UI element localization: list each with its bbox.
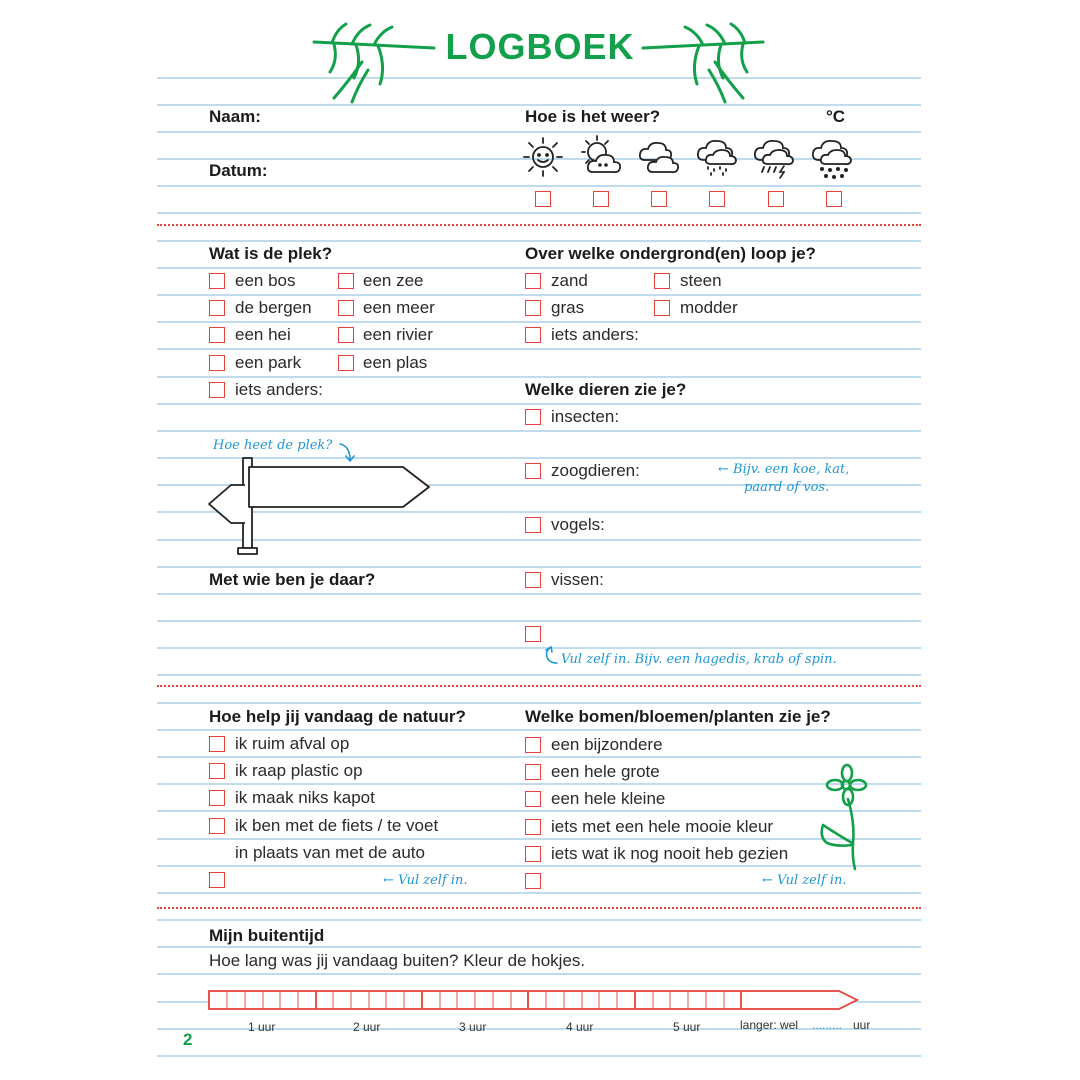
planten-checkbox[interactable] [525,819,541,835]
plek-checkbox[interactable] [209,273,225,289]
natuur-checkbox[interactable] [209,736,225,752]
planten-fill-note: ← Vul zelf in. [762,873,847,888]
plek-checkbox[interactable] [338,327,354,343]
time-tick-label: 1 uur [248,1020,276,1034]
natuur-checkbox[interactable] [209,763,225,779]
planten-checkbox-custom[interactable] [525,873,541,889]
plek-option-label: een hei [235,325,291,344]
sun-icon [521,136,565,178]
ondergrond-option-label: modder [680,298,738,317]
time-tick-label: 2 uur [353,1020,381,1034]
longer-unit: uur [853,1018,871,1032]
plek-checkbox[interactable] [209,327,225,343]
sun-cloud-icon [579,134,625,178]
dieren-checkbox[interactable] [525,409,541,425]
weather-checkbox-cloudy[interactable] [651,191,667,207]
curved-arrow-icon [543,645,561,667]
planten-checkbox[interactable] [525,791,541,807]
natuur-option-label: ik ben met de fiets / te voet [235,816,439,835]
natuur-heading: Hoe help jij vandaag de natuur? [209,707,466,726]
right-branch-icon [640,22,765,104]
ondergrond-checkbox[interactable] [654,273,670,289]
plek-heading: Wat is de plek? [209,244,333,263]
ondergrond-option-label: gras [551,298,585,317]
planten-option-label: een bijzondere [551,735,663,754]
dieren-option-label: vissen: [551,570,604,589]
dieren-checkbox[interactable] [525,572,541,588]
natuur-checkbox[interactable] [209,818,225,834]
plek-checkbox[interactable] [209,382,225,398]
natuur-option-label: ik raap plastic op [235,761,363,780]
wie-heading: Met wie ben je daar? [209,570,376,589]
temperature-unit: °C [826,107,846,126]
naam-label: Naam: [209,107,261,126]
dieren-option-label: insecten: [551,407,620,426]
planten-heading: Welke bomen/bloemen/planten zie je? [525,707,831,726]
section-divider [157,907,921,909]
natuur-fill-note: ← Vul zelf in. [383,873,468,888]
natuur-option-label: ik maak niks kapot [235,788,375,807]
plek-checkbox[interactable] [338,300,354,316]
dieren-checkbox[interactable] [525,517,541,533]
weather-checkbox-hail[interactable] [826,191,842,207]
page-title: LOGBOEK [445,26,635,67]
time-tick-label: 3 uur [459,1020,487,1034]
plek-checkbox[interactable] [338,273,354,289]
clouds-icon [637,138,681,176]
time-bar[interactable] [207,989,862,1013]
ondergrond-option-label: iets anders: [551,325,639,344]
longer-fill-dots[interactable]: ......... [812,1018,843,1032]
plek-checkbox[interactable] [338,355,354,371]
dieren-checkbox-custom[interactable] [525,626,541,642]
sign-note: Hoe heet de plek? [213,438,333,453]
plek-option-label: iets anders: [235,380,323,399]
ondergrond-checkbox[interactable] [525,273,541,289]
natuur-checkbox-custom[interactable] [209,872,225,888]
planten-option-label: iets wat ik nog nooit heb gezien [551,844,789,863]
ondergrond-option-label: zand [551,271,588,290]
dieren-option-label: vogels: [551,515,605,534]
plek-option-label: een rivier [363,325,433,344]
natuur-checkbox[interactable] [209,790,225,806]
ondergrond-option-label: steen [680,271,722,290]
longer-label: langer: wel [740,1018,799,1032]
rain-cloud-icon [695,136,741,180]
dieren-heading: Welke dieren zie je? [525,380,687,399]
plek-option-label: een meer [363,298,435,317]
plek-checkbox[interactable] [209,355,225,371]
dieren-note: ← Bijv. een koe, kat, [718,462,850,477]
weather-checkbox-rain[interactable] [709,191,725,207]
planten-option-label: iets met een hele mooie kleur [551,817,774,836]
datum-label: Datum: [209,161,268,180]
plek-option-label: een zee [363,271,424,290]
left-branch-icon [312,22,437,104]
planten-checkbox[interactable] [525,846,541,862]
plek-option-label: een plas [363,353,428,372]
planten-checkbox[interactable] [525,764,541,780]
page-number: 2 [183,1030,193,1049]
buitentijd-question: Hoe lang was jij vandaag buiten? Kleur de hokjes. [209,951,586,970]
dieren-option-label: zoogdieren: [551,461,640,480]
section-divider [157,685,921,687]
planten-option-label: een hele grote [551,762,660,781]
plek-checkbox[interactable] [209,300,225,316]
weather-checkbox-partly-sunny[interactable] [593,191,609,207]
natuur-option-label: ik ruim afval op [235,734,350,753]
dieren-checkbox[interactable] [525,463,541,479]
planten-option-label: een hele kleine [551,789,666,808]
dieren-fill-note: Vul zelf in. Bijv. een hagedis, krab of spin. [561,652,837,667]
weather-checkbox-sunny[interactable] [535,191,551,207]
dieren-note: paard of vos. [744,480,830,495]
ondergrond-checkbox[interactable] [525,300,541,316]
section-divider [157,224,921,226]
flower-icon [815,763,870,871]
ondergrond-checkbox[interactable] [525,327,541,343]
plek-option-label: de bergen [235,298,312,317]
plek-option-label: een bos [235,271,296,290]
plek-option-label: een park [235,353,302,372]
buitentijd-heading: Mijn buitentijd [209,926,325,945]
ondergrond-checkbox[interactable] [654,300,670,316]
time-tick-label: 5 uur [673,1020,701,1034]
signpost-icon[interactable] [205,455,435,557]
ondergrond-heading: Over welke ondergrond(en) loop je? [525,244,816,263]
storm-rain-icon [752,136,798,180]
planten-checkbox[interactable] [525,737,541,753]
time-tick-label: 4 uur [566,1020,594,1034]
weather-question: Hoe is het weer? [525,107,661,126]
weather-checkbox-storm[interactable] [768,191,784,207]
hail-cloud-icon [810,136,856,182]
natuur-option-continuation: in plaats van met de auto [235,843,425,862]
